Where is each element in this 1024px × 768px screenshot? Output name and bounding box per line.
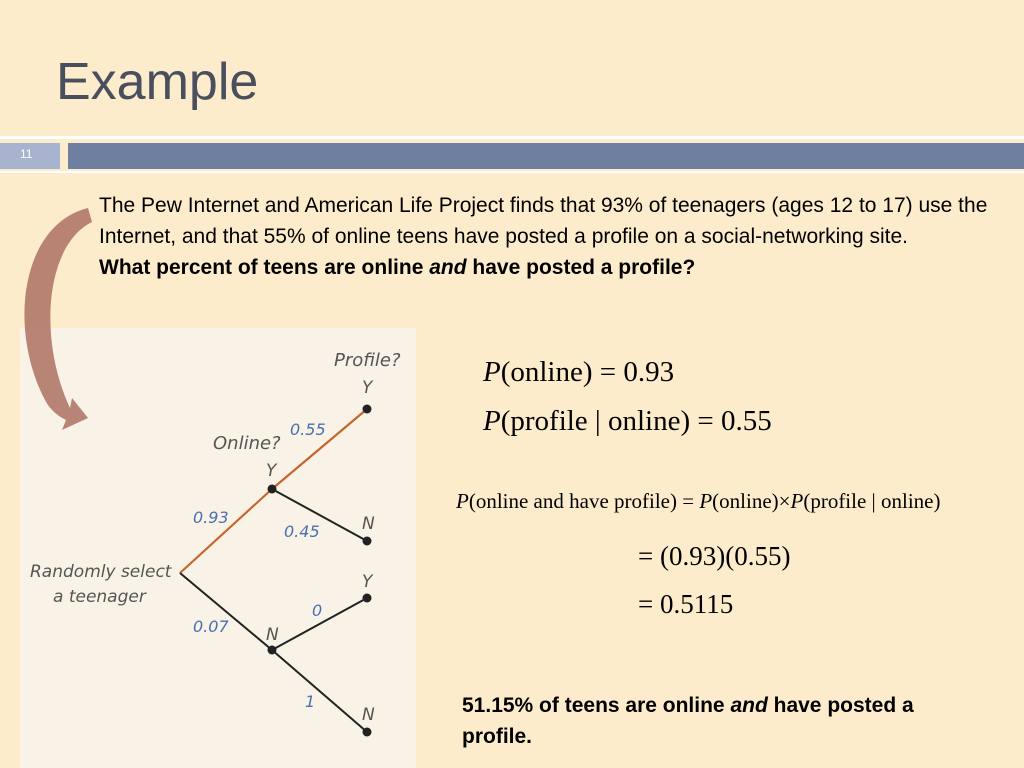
math-result: = 0.5115 — [638, 589, 734, 619]
node-no-yes — [363, 594, 372, 603]
math-p-online — [483, 356, 674, 389]
math-line3-c: (profile | online) — [803, 489, 941, 513]
slide-title: Example — [56, 53, 259, 111]
branch-root-online-yes — [180, 489, 272, 573]
stage2-label: Profile? — [334, 350, 401, 371]
prob-yes-yes: 0.55 — [290, 420, 326, 439]
root-label-2: a teenager — [53, 587, 146, 607]
no-no-label: N — [362, 705, 375, 725]
math-p-profile-given-online — [483, 405, 772, 438]
math-line3-a: (online and have profile) = — [468, 489, 700, 513]
node-no-no — [363, 728, 372, 737]
prob-online-no: 0.07 — [193, 617, 229, 636]
prob-no-no: 1 — [305, 692, 316, 711]
math-line3-b: (online)× — [712, 489, 791, 513]
problem-text: The Pew Internet and American Life Project finds that 93% of teenagers (ages 12 to 17) use the Internet, and that 55% of online teens have posted a profile on a social-networking site. — [99, 194, 988, 248]
conclusion-emphasis: and — [730, 694, 768, 717]
math-line2-rest: (profile | online) = 0.55 — [500, 405, 772, 437]
curved-arrow-icon — [24, 208, 92, 430]
math-p-symbol: P — [483, 405, 501, 437]
math-p-symbol: P — [483, 356, 501, 388]
math-substitution: = (0.93)(0.55) — [638, 541, 791, 571]
conclusion-part1: 51.15% of teens are online — [462, 694, 731, 717]
node-online-no — [268, 646, 277, 655]
question-part1: What percent of teens are online — [99, 256, 430, 279]
slide-number: 11 — [20, 147, 33, 161]
math-multiplication-rule — [456, 489, 940, 514]
yes-yes-label: Y — [362, 378, 373, 398]
no-yes-label: Y — [362, 572, 373, 592]
prob-online-yes: 0.93 — [193, 508, 229, 527]
math-p-symbol: P — [456, 489, 469, 513]
conclusion-part2: have posted a profile. — [462, 694, 914, 748]
math-p-symbol: P — [790, 489, 804, 513]
math-p-symbol: P — [699, 489, 713, 513]
online-yes-label: Y — [266, 461, 277, 481]
node-yes-yes — [363, 405, 372, 414]
branch-online-no-profile-no — [272, 650, 367, 732]
root-label-1: Randomly select — [30, 562, 172, 582]
online-no-label: N — [266, 625, 279, 645]
branch-root-online-no — [180, 573, 272, 650]
stage1-label: Online? — [213, 433, 281, 454]
math-line1-rest: (online) = 0.93 — [500, 356, 675, 388]
node-online-yes — [268, 485, 277, 494]
yes-no-label: N — [362, 514, 375, 534]
prob-yes-no: 0.45 — [284, 522, 320, 541]
question-part2: have posted a profile? — [466, 256, 696, 279]
prob-no-yes: 0 — [312, 601, 323, 620]
question-emphasis: and — [429, 256, 467, 279]
conclusion — [462, 690, 942, 752]
node-yes-no — [363, 537, 372, 546]
